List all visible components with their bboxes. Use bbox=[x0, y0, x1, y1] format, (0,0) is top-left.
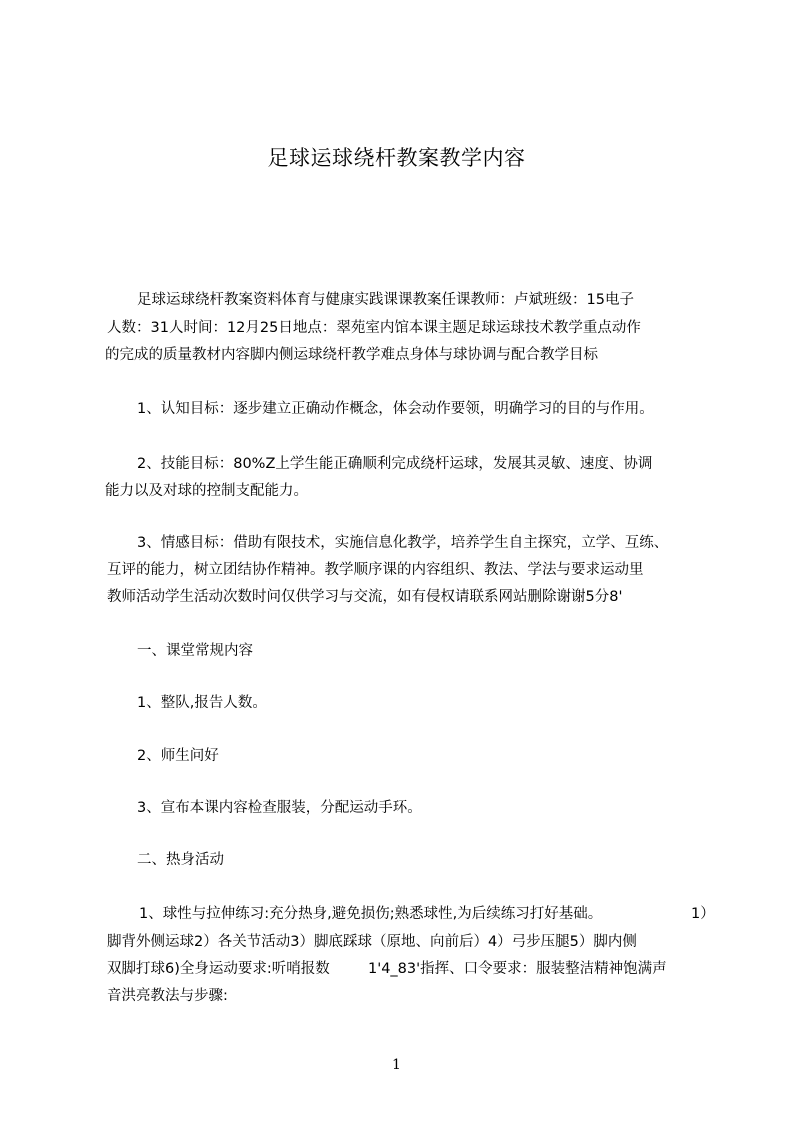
page-number: 1 bbox=[392, 1057, 401, 1073]
goal-cognitive: 1、认知目标：逐步建立正确动作概念，体会动作要领，明确学习的目的与作用。 bbox=[137, 401, 654, 417]
section-1-item-2: 2、师生问好 bbox=[137, 748, 219, 764]
warmup-line-4: 音洪亮教法与步骤: bbox=[107, 988, 228, 1004]
document-title: 足球运球绕杆教案教学内容 bbox=[267, 146, 526, 170]
goal-skill-line-2: 能力以及对球的控制支配能力。 bbox=[105, 483, 308, 499]
intro-line-2: 人数：31人时间：12月25日地点：翠苑室内馆本课主题足球运球技术教学重点动作 bbox=[107, 320, 641, 336]
warmup-line-2: 脚背外侧运球2）各关节活动3）脚底踩球（原地、向前后）4）弓步压腿5）脚内侧 bbox=[107, 934, 637, 950]
warmup-line-3b: 1'4_83'指挥、口令要求：服装整洁精神饱满声 bbox=[368, 961, 667, 977]
warmup-line-1: 1、球性与拉伸练习:充分热身,避免损伤;熟悉球性,为后续练习打好基础。 bbox=[139, 906, 603, 922]
intro-line-1: 足球运球绕杆教案资料体育与健康实践课课教案任课教师：卢斌班级：15电子 bbox=[137, 292, 634, 308]
intro-line-3: 的完成的质量教材内容脚内侧运球绕杆教学难点身体与球协调与配合教学目标 bbox=[105, 347, 598, 363]
goal-affective-line-2: 互评的能力，树立团结协作精神。教学顺序课的内容组织、教法、学法与要求运动里 bbox=[107, 562, 644, 578]
goal-affective-line-3: 教师活动学生活动次数时问仅供学习与交流，如有侵权请联系网站删除谢谢5分8' bbox=[107, 589, 623, 605]
section-1-item-1: 1、整队,报告人数。 bbox=[137, 695, 267, 711]
goal-affective-line-1: 3、情感目标：借助有限技术，实施信息化教学，培养学生自主探究，立学、互练、 bbox=[137, 535, 669, 551]
section-1-item-3: 3、宣布本课内容检查服装，分配运动手环。 bbox=[137, 800, 422, 816]
warmup-line-1-marker: 1） bbox=[691, 906, 715, 922]
section-2-heading: 二、热身活动 bbox=[137, 852, 224, 868]
section-1-heading: 一、课堂常规内容 bbox=[137, 643, 253, 659]
goal-skill-line-1: 2、技能目标：80%Z上学生能正确顺利完成绕杆运球，发展其灵敏、速度、协调 bbox=[137, 456, 653, 472]
warmup-line-3a: 双脚打球6)全身运动要求:听哨报数 bbox=[107, 961, 330, 977]
